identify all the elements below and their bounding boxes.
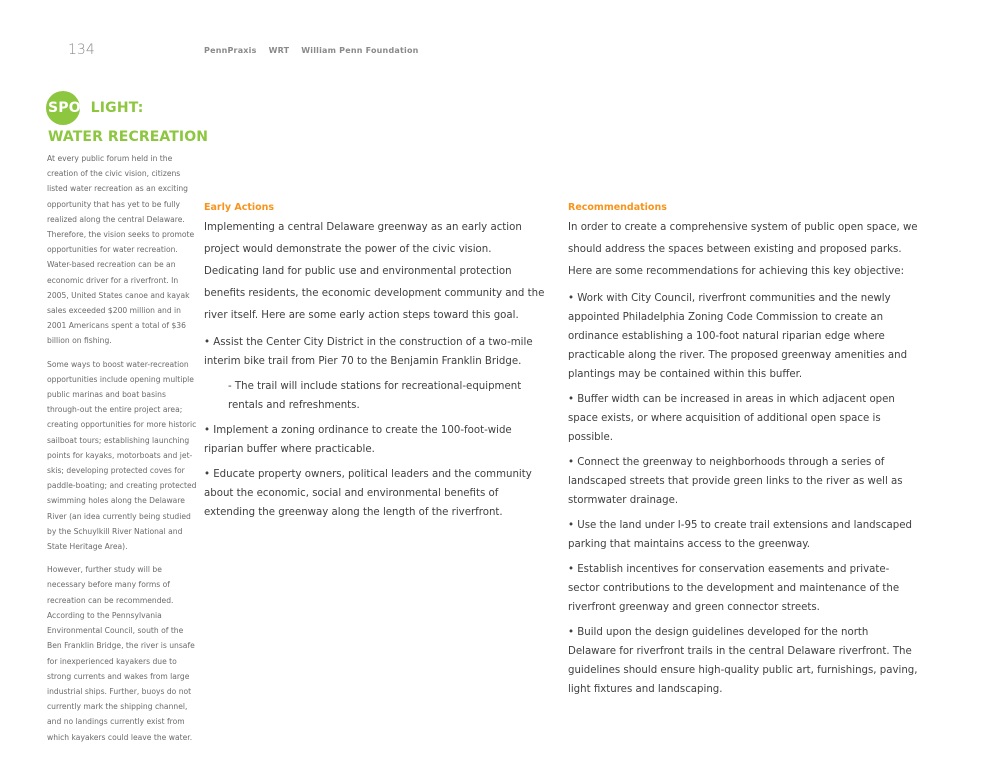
spotlight-title [48, 100, 144, 116]
early-actions-intro: Implementing a central Delaware greenway as an early action project would demonstrate the power of the civic vision. Dedicating land for public use and environmental protection benefits residents, the economic development community and the river itself. Here are some early action steps toward this goal. [204, 222, 545, 321]
recommendation-bullet: • Connect the greenway to neighborhoods through a series of landscaped streets that provide green links to the river as well as stormwater drainage. [568, 457, 903, 506]
sidebar-paragraph: However, further study will be necessary before many forms of recreation can be recommended. According to the Pennsylvania Environmental Council, south of the Ben Franklin Bridge, the river is unsafe for inexperienced kayakers due to strong currents and wakes from large industrial ships. Further, buoys do not currently mark the shipping channel, and no landings currently exist from which kayakers could leave the water. [47, 565, 195, 742]
recommendations-section [568, 202, 918, 699]
spotlight-sidebar [47, 151, 199, 753]
sidebar-paragraph: At every public forum held in the creation of the civic vision, citizens listed water recreation as an exciting opportunity that has yet to be fully realized along the central Delaware. Therefore, the vision seeks to promote opportunities for water recreation. Water-based recreation can be an economic driver for a riverfront. In 2005, United States canoe and kayak sales exceeded $200 million and in 2001 Americans spent a total of $36 billion on fishing. [47, 154, 195, 346]
recommendations-intro: In order to create a comprehensive system of public open space, we should address the spaces between existing and proposed parks. Here are some recommendations for achieving this key objective: [568, 222, 918, 277]
spotlight-title-highlight: SPOT [48, 100, 91, 116]
page-number: 134 [68, 42, 95, 58]
early-action-sub-bullet: - The trail will include stations for recreational-equipment rentals and refreshments. [228, 381, 522, 411]
early-actions-heading: Early Actions [204, 202, 275, 213]
recommendations-heading: Recommendations [568, 202, 667, 213]
recommendation-bullet: • Buffer width can be increased in areas in which adjacent open space exists, or where acquisition of additional open space is possible. [568, 394, 895, 443]
early-action-bullet: • Educate property owners, political leaders and the community about the economic, social and environmental benefits of extending the greenway along the length of the riverfront. [204, 469, 532, 518]
credit-pennpraxis: PennPraxis [204, 46, 257, 55]
sidebar-paragraph: Some ways to boost water-recreation opportunities include opening multiple public marinas and boat basins through-out the entire project area; creating opportunities for more historic sailboat tours; establishing launching points for kayaks, motorboats and jet-skis; developing protected coves for paddle-boating; and creating protected swimming holes along the Delaware River (an idea currently being studied by the Schuylkill River National and State Heritage Area). [47, 359, 197, 552]
spotlight-title-rest: LIGHT: [90, 100, 144, 116]
recommendation-bullet: • Establish incentives for conservation easements and private-sector contributions to the development and maintenance of the riverfront greenway and green connector streets. [568, 564, 900, 613]
early-actions-section [204, 202, 549, 522]
recommendation-bullet: • Use the land under I-95 to create trail extensions and landscaped parking that maintains access to the greenway. [568, 520, 912, 550]
recommendation-bullet: • Work with City Council, riverfront communities and the newly appointed Philadelphia Zoning Code Commission to create an ordinance establishing a 100-foot natural riparian edge where practicable along the river. The proposed greenway amenities and plantings may be contained within this buffer. [568, 293, 908, 380]
early-action-bullet: • Assist the Center City District in the construction of a two-mile interim bike trail from Pier 70 to the Benjamin Franklin Bridge. [204, 337, 533, 367]
credit-wrt: WRT [268, 46, 290, 55]
spotlight-subtitle: WATER RECREATION [48, 129, 209, 145]
recommendation-bullet: • Build upon the design guidelines developed for the north Delaware for riverfront trails in the central Delaware riverfront. The guidelines should ensure high-quality public art, furnishings, paving, light fixtures and landscaping. [568, 627, 918, 695]
early-action-bullet: • Implement a zoning ordinance to create the 100-foot-wide riparian buffer where practicable. [204, 425, 512, 455]
credit-william-penn-foundation: William Penn Foundation [301, 46, 419, 55]
header-credits [204, 46, 428, 55]
